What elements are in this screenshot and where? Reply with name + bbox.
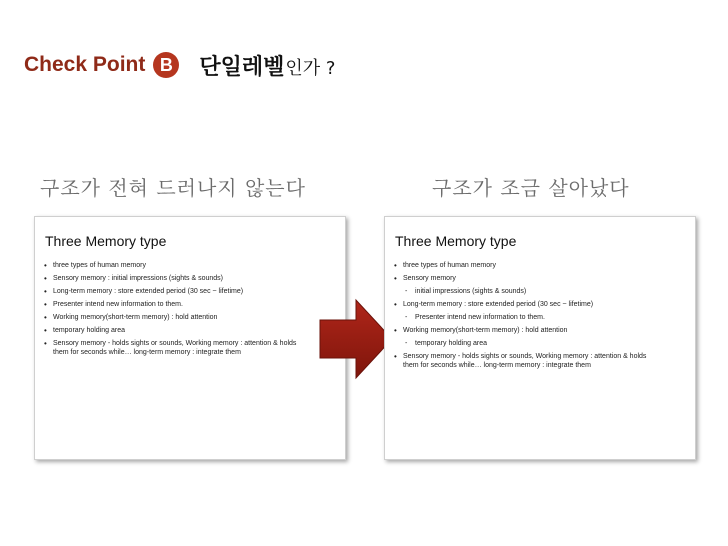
- list-item: • Long-term memory : store extended period (30 sec ~ lifetime): [393, 300, 685, 309]
- list-item: • Working memory(short-term memory) : hold attention: [393, 326, 685, 335]
- sub-list-item: - temporary holding area: [393, 339, 685, 348]
- question-suffix: 인가 ?: [285, 57, 336, 79]
- question-keyword: 단일레벨: [199, 54, 285, 80]
- list-item: • three types of human memory: [393, 261, 685, 270]
- check-point-question: [199, 50, 335, 81]
- circled-b-icon: B: [153, 52, 179, 78]
- slide-title: Three Memory type: [45, 233, 167, 249]
- right-caption: 구조가 조금 살아났다: [432, 176, 630, 200]
- bullet-list: [393, 261, 685, 370]
- list-item: • three types of human memory: [43, 261, 335, 270]
- slide-after: [384, 216, 696, 460]
- list-item: • Sensory memory - holds sights or sounds, Working memory : attention & holds them for seconds while… long-term memory : integrate them: [43, 339, 335, 357]
- list-item: • Working memory(short-term memory) : hold attention: [43, 313, 335, 322]
- left-caption: 구조가 전혀 드러나지 않는다: [40, 176, 306, 200]
- slide-before: [34, 216, 346, 460]
- list-item: • temporary holding area: [43, 326, 335, 335]
- list-item: • Sensory memory - holds sights or sounds, Working memory : attention & holds them for seconds while… long-term memory : integrate them: [393, 352, 685, 370]
- right-arrow-icon: [318, 298, 394, 380]
- bullet-list: [43, 261, 335, 357]
- list-item: • Sensory memory: [393, 274, 685, 283]
- list-item: • Long-term memory : store extended period (30 sec ~ lifetime): [43, 287, 335, 296]
- check-point-label: Check Point: [24, 53, 146, 76]
- check-point-header: [24, 48, 335, 82]
- list-item: • Sensory memory : initial impressions (sights & sounds): [43, 274, 335, 283]
- slide-title: Three Memory type: [395, 233, 517, 249]
- list-item: • Presenter intend new information to them.: [43, 300, 335, 309]
- sub-list-item: - Presenter intend new information to them.: [393, 313, 685, 322]
- sub-list-item: - initial impressions (sights & sounds): [393, 287, 685, 296]
